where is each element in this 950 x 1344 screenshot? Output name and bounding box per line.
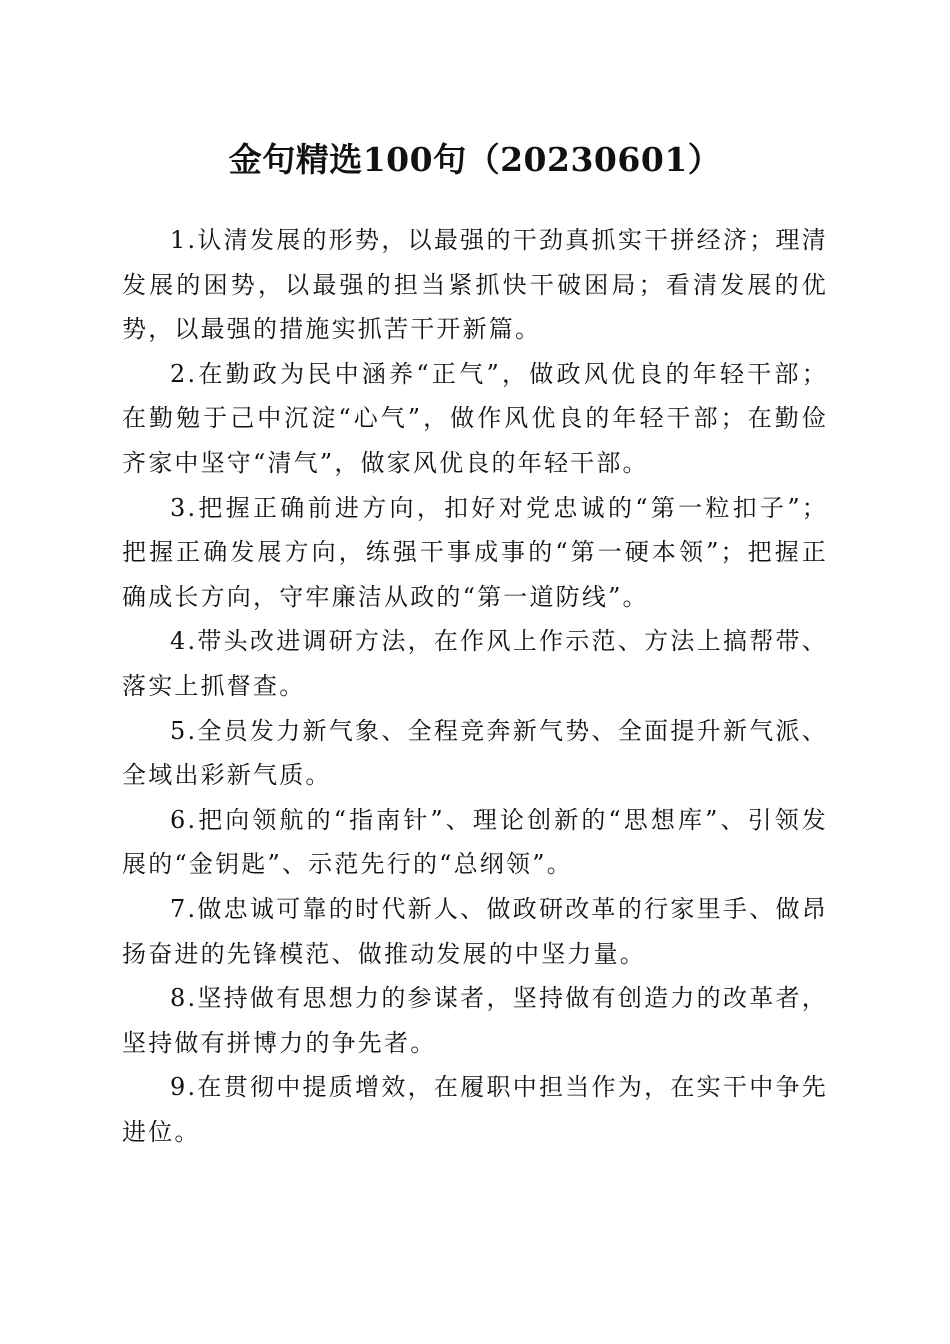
quote-list — [122, 218, 828, 1154]
quote-item-2: 2.在勤政为民中涵养“正气”，做政风优良的年轻干部；在勤勉于己中沉淀“心气”，做作风优良的年轻干部；在勤俭齐家中坚守“清气”，做家风优良的年轻干部。 — [122, 359, 828, 477]
quote-item-5: 5.全员发力新气象、全程竞奔新气势、全面提升新气派、全域出彩新气质。 — [122, 716, 828, 790]
document-title: 金句精选100句（20230601） — [228, 140, 722, 179]
quote-item-9: 9.在贯彻中提质增效，在履职中担当作为，在实干中争先进位。 — [122, 1073, 828, 1146]
quote-item-7: 7.做忠诚可靠的时代新人、做政研改革的行家里手、做昂扬奋进的先锋模范、做推动发展的中坚力量。 — [122, 894, 828, 968]
quote-item-4: 4.带头改进调研方法，在作风上作示范、方法上搞帮带、落实上抓督查。 — [122, 627, 828, 700]
quote-item-1: 1.认清发展的形势，以最强的干劲真抓实干拼经济；理清发展的困势，以最强的担当紧抓快干破困局；看清发展的优势，以最强的措施实抓苦干开新篇。 — [122, 226, 828, 344]
quote-item-6: 6.把向领航的“指南针”、理论创新的“思想库”、引领发展的“金钥匙”、示范先行的“总纲领”。 — [122, 805, 828, 879]
quote-item-3: 3.把握正确前进方向，扣好对党忠诚的“第一粒扣子”；把握正确发展方向，练强干事成事的“第一硬本领”；把握正确成长方向，守牢廉洁从政的“第一道防线”。 — [122, 493, 828, 611]
quote-item-8: 8.坚持做有思想力的参谋者，坚持做有创造力的改革者，坚持做有拼博力的争先者。 — [122, 984, 828, 1057]
